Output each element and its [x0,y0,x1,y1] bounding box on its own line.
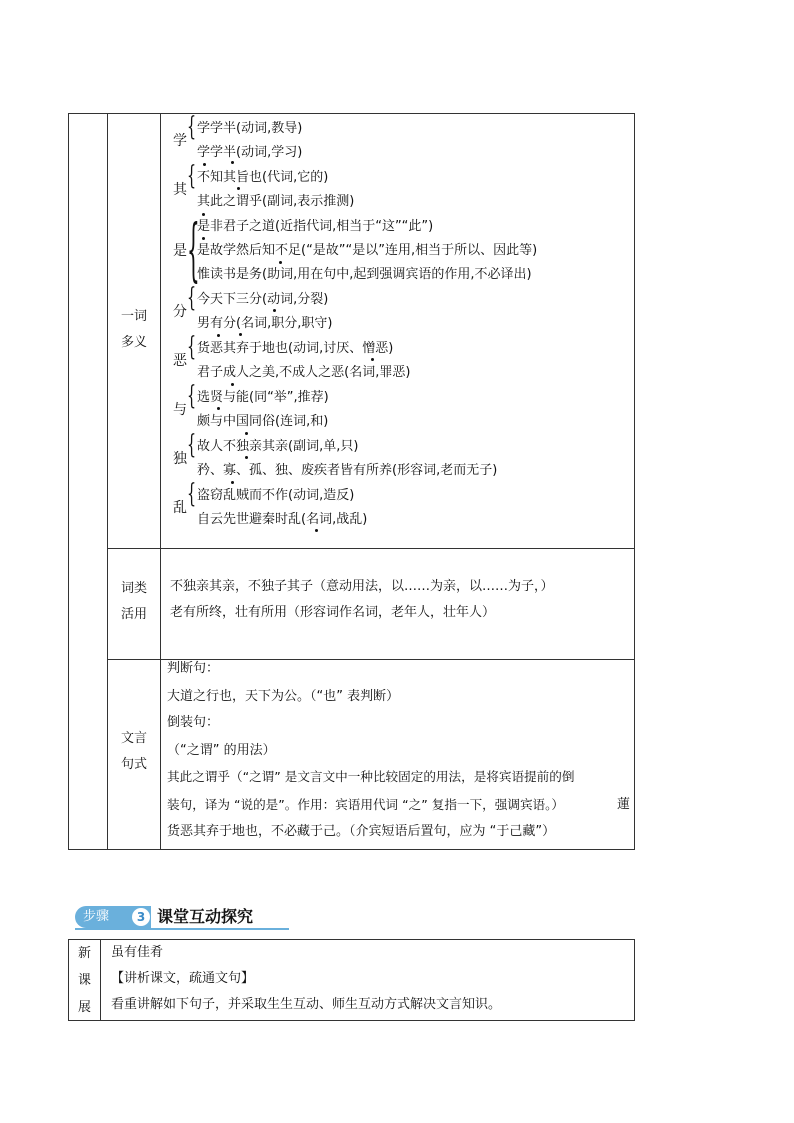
content-line: 货恶其弃于地也，不必藏于己。（介宾短语后置句，应为 “于己藏”） [167,824,556,839]
content-line: 倒装句： [167,715,220,730]
group-line: 矜、寡、孤、独、废疾者皆有所养(形容词,老而无子) [197,463,498,478]
emphasis-dot [273,309,276,312]
emphasis-dot [371,358,374,361]
emphasis-dot [217,407,220,410]
group-line: 盗窃乱贼而不作(动词,造反) [197,488,355,503]
category-line: 活用 [120,607,147,622]
brace-icon: { [187,112,197,142]
emphasis-dot [237,187,240,190]
emphasis-dot [217,334,220,337]
category-line: 展 [77,1000,91,1015]
emphasis-dot [203,163,206,166]
content-line: 不独亲其亲，不独子其子（意动用法，以……为亲，以……为子，） [170,579,554,594]
emphasis-dot [245,456,248,459]
category-sentence-pattern [108,726,160,778]
brace-icon: { [187,161,197,191]
group-head: 恶 [173,353,187,369]
content-line: 虽有佳肴 [111,945,164,960]
group-line: 是故学然后知不足(“是故”“是以”连用,相当于所以、因此等) [197,243,538,258]
content-trailing-char: 蓮 [617,797,631,812]
content-line: 【讲析课文，疏通文句】 [111,971,255,986]
content-line: 老有所终，壮有所用（形容词作名词，老年人，壮年人） [170,605,496,620]
emphasis-dot [239,333,242,336]
emphasis-dot [231,383,234,386]
content-line: 判断句： [167,661,220,676]
emphasis-dot [202,237,205,240]
category-line: 文言 [120,731,147,746]
content-line: 装句，译为 “说的是”。作用：宾语用代词 “之” 复指一下，强调宾语。） [167,797,565,812]
group-line: 选贤与能(同“举”,推荐) [197,390,329,405]
emphasis-dot [231,161,234,164]
group-head: 是 [173,243,187,259]
emphasis-dot [231,481,234,484]
category-word-class [108,576,160,628]
group-line: 学学半(动词,学习) [197,145,303,160]
brace-icon: { [187,430,197,460]
category-line: 新 [77,946,91,961]
group-line: 故人不独亲其亲(副词,单,只) [197,439,359,454]
category-line: 句式 [120,757,147,772]
brace-icon: { [187,479,197,509]
group-head: 独 [173,451,187,467]
group-line: 男有分(名词,职分,职守) [197,316,333,331]
step-number-icon: 3 [132,908,150,926]
brace-icon: { [187,283,197,313]
brace-icon: { [187,332,197,362]
new-lesson-table [68,939,635,1021]
group-line: 货恶其弃于地也(动词,讨厌、憎恶) [197,341,394,356]
step-underline [75,928,289,930]
col-divider [100,940,101,1020]
group-head: 与 [173,402,187,418]
category-line: 课 [77,973,91,988]
category-line: 多义 [120,335,147,350]
brace-icon: { [187,211,200,291]
group-line: 惟读书是务(助词,用在句中,起到强调宾语的作用,不必译出) [197,267,532,282]
group-head: 分 [173,304,187,320]
emphasis-dot [279,261,282,264]
content-line: （“之谓” 的用法） [167,743,276,758]
group-head: 乱 [173,500,187,516]
group-line: 颇与中国同俗(连词,和) [197,414,329,429]
content-line: 看重讲解如下句子，并采取生生互动、师生互动方式解决文言知识。 [111,997,502,1012]
emphasis-dot [315,529,318,532]
col-divider-2 [160,114,161,849]
content-line: 其此之谓乎（“之谓” 是文言文中一种比较固定的用法，是将宾语提前的倒 [167,769,575,784]
knowledge-table [68,113,635,850]
group-line: 今天下三分(动词,分裂) [197,292,329,307]
group-line: 学学半(动词,教导) [197,121,303,136]
group-line: 是非君子之道(近指代词,相当于“这”“此”) [197,219,434,234]
group-line: 自云先世避秦时乱(名词,战乱) [197,512,368,527]
emphasis-dot [202,213,205,216]
category-polysemy [108,304,160,356]
row-divider-1 [107,548,634,549]
group-line: 君子成人之美,不成人之恶(名词,罪恶) [197,365,411,380]
content-line: 大道之行也，天下为公。（“也” 表判断） [167,689,400,704]
group-line: 不知其旨也(代词,它的) [197,170,329,185]
emphasis-dot [245,432,248,435]
step-title: 课堂互动探究 [157,907,254,926]
brace-icon: { [187,381,197,411]
category-new-lesson [69,940,100,1021]
polysemy-content [169,112,634,547]
step-label: 步骤 [83,909,110,924]
group-head: 其 [173,182,187,198]
group-head: 学 [173,133,187,149]
category-line: 词类 [120,581,147,596]
group-line: 其此之谓乎(副词,表示推测) [197,194,355,209]
category-line: 一词 [120,309,147,324]
